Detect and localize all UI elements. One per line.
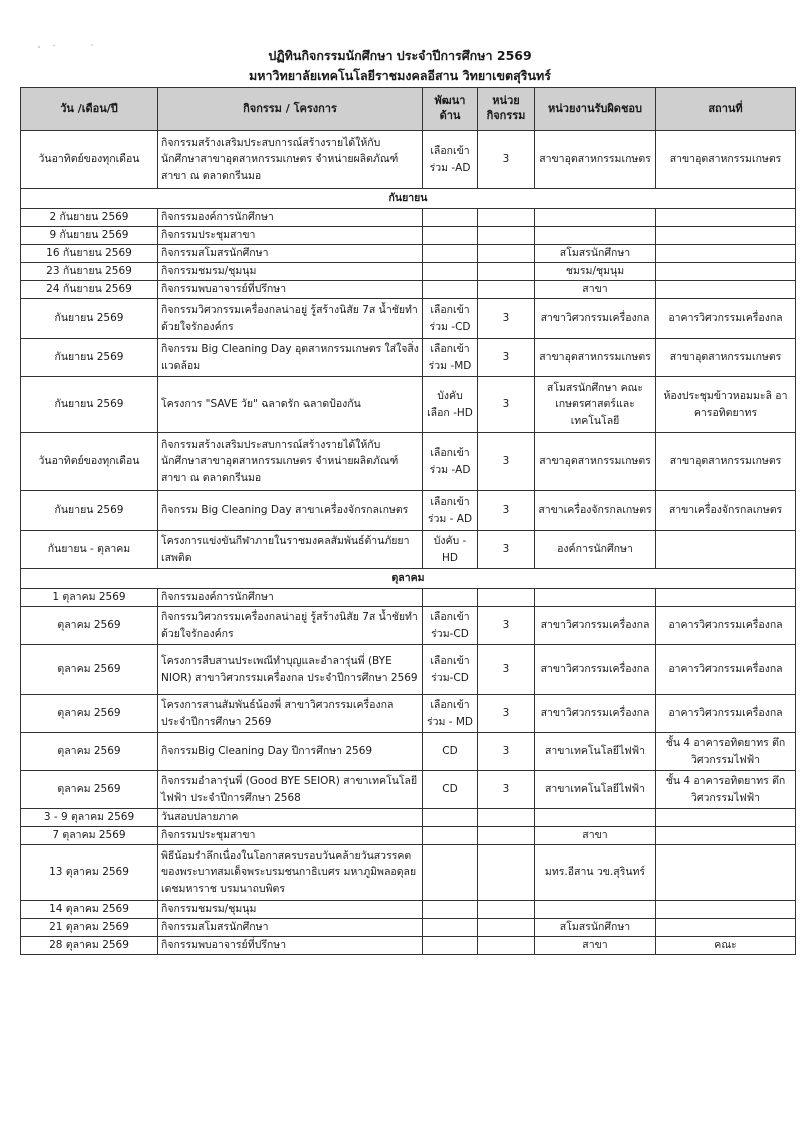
cell-date: กันยายน 2569	[21, 299, 158, 339]
cell-department	[535, 809, 656, 827]
cell-date: ตุลาคม 2569	[21, 733, 158, 771]
page-subtitle: มหาวิทยาลัยเทคโนโลยีราชมงคลอีสาน วิทยาเขตสุรินทร์	[249, 68, 551, 83]
cell-development	[423, 827, 478, 845]
cell-activity: กิจกรรมสร้างเสริมประสบการณ์สร้างรายได้ให้กับนักศึกษาสาขาอุตสาหกรรมเกษตร จำหน่ายผลิตภัณฑ์สาขา ณ ตลาดกรีนมอ	[158, 131, 423, 189]
table-row	[21, 339, 796, 377]
cell-units	[478, 845, 535, 901]
table-row	[21, 531, 796, 569]
cell-development	[423, 245, 478, 263]
cell-units	[478, 919, 535, 937]
cell-activity: กิจกรรมพบอาจารย์ที่ปรึกษา	[158, 281, 423, 299]
cell-department: สาขาวิศวกรรมเครื่องกล	[535, 645, 656, 695]
col-header-development: พัฒนาด้าน	[423, 88, 478, 131]
cell-date: กันยายน 2569	[21, 377, 158, 433]
cell-date: 14 ตุลาคม 2569	[21, 901, 158, 919]
cell-place: อาคารวิศวกรรมเครื่องกล	[656, 607, 796, 645]
cell-units: 3	[478, 377, 535, 433]
col-header-units: หน่วยกิจกรรม	[478, 88, 535, 131]
cell-development: เลือกเข้าร่วม - MD	[423, 695, 478, 733]
cell-place: สาขาเครื่องจักรกลเกษตร	[656, 491, 796, 531]
cell-development: เลือกเข้าร่วม - AD	[423, 491, 478, 531]
table-row	[21, 827, 796, 845]
cell-activity: กิจกรรมวิศวกรรมเครื่องกลน่าอยู่ รู้สร้างนิสัย 7ส น้ำชัยทำด้วยใจรักองค์กร	[158, 607, 423, 645]
cell-department: มทร.อีสาน วข.สุรินทร์	[535, 845, 656, 901]
cell-place	[656, 209, 796, 227]
cell-activity: กิจกรรมสโมสรนักศึกษา	[158, 919, 423, 937]
table-row	[21, 281, 796, 299]
cell-place	[656, 531, 796, 569]
cell-units	[478, 227, 535, 245]
table-row	[21, 299, 796, 339]
table-row	[21, 491, 796, 531]
cell-date: 1 ตุลาคม 2569	[21, 589, 158, 607]
cell-place: สาขาอุตสาหกรรมเกษตร	[656, 131, 796, 189]
cell-activity: กิจกรรมพบอาจารย์ที่ปรึกษา	[158, 937, 423, 955]
cell-department	[535, 209, 656, 227]
table-row	[21, 607, 796, 645]
table-row	[21, 695, 796, 733]
cell-development: เลือกเข้าร่วม -AD	[423, 433, 478, 491]
cell-date: 7 ตุลาคม 2569	[21, 827, 158, 845]
cell-units: 3	[478, 771, 535, 809]
cell-development: เลือกเข้าร่วม -CD	[423, 299, 478, 339]
cell-date: 13 ตุลาคม 2569	[21, 845, 158, 901]
cell-date: 23 กันยายน 2569	[21, 263, 158, 281]
cell-department: สาขาวิศวกรรมเครื่องกล	[535, 299, 656, 339]
cell-place	[656, 589, 796, 607]
cell-activity: กิจกรรมประชุมสาขา	[158, 827, 423, 845]
cell-activity: กิจกรรม Big Cleaning Day อุตสาหกรรมเกษตร ใส่ใจสิ่งแวดล้อม	[158, 339, 423, 377]
cell-activity: โครงการสืบสานประเพณีทำบุญและอำลารุ่นพี่ (BYE NIOR) สาขาวิศวกรรมเครื่องกล ประจำปีการศึกษา 2569	[158, 645, 423, 695]
month-label: กันยายน	[21, 189, 796, 209]
cell-place: คณะ	[656, 937, 796, 955]
table-row	[21, 245, 796, 263]
table-header-row	[21, 88, 796, 131]
table-row	[21, 845, 796, 901]
cell-date: 9 กันยายน 2569	[21, 227, 158, 245]
cell-activity: กิจกรรมองค์การนักศึกษา	[158, 209, 423, 227]
cell-activity: กิจกรรมชมรม/ชุมนุม	[158, 263, 423, 281]
cell-units: 3	[478, 645, 535, 695]
cell-units: 3	[478, 695, 535, 733]
cell-units	[478, 937, 535, 955]
month-divider-row	[21, 189, 796, 209]
cell-department: สาขาวิศวกรรมเครื่องกล	[535, 607, 656, 645]
cell-development: บังคับ - HD	[423, 531, 478, 569]
cell-place: สาขาอุตสาหกรรมเกษตร	[656, 433, 796, 491]
cell-activity: กิจกรรม Big Cleaning Day สาขาเครื่องจักรกลเกษตร	[158, 491, 423, 531]
cell-development: เลือกเข้าร่วม-CD	[423, 645, 478, 695]
cell-place: ห้องประชุมข้าวหอมมะลิ อาคารอทิตยาทร	[656, 377, 796, 433]
cell-place: อาคารวิศวกรรมเครื่องกล	[656, 695, 796, 733]
col-header-place: สถานที่	[656, 88, 796, 131]
cell-units	[478, 263, 535, 281]
table-body	[21, 131, 796, 955]
cell-units	[478, 209, 535, 227]
cell-department: สาขา	[535, 281, 656, 299]
cell-development: CD	[423, 771, 478, 809]
month-divider-row	[21, 569, 796, 589]
cell-place: ชั้น 4 อาคารอทิตยาทร ตึกวิศวกรรมไฟฟ้า	[656, 733, 796, 771]
cell-date: กันยายน 2569	[21, 339, 158, 377]
cell-place	[656, 845, 796, 901]
cell-department: ชมรม/ชุมนุม	[535, 263, 656, 281]
cell-department: สาขาเทคโนโลยีไฟฟ้า	[535, 733, 656, 771]
cell-date: 3 - 9 ตุลาคม 2569	[21, 809, 158, 827]
cell-place	[656, 227, 796, 245]
table-row	[21, 209, 796, 227]
cell-activity: พิธีน้อมรำลึกเนื่องในโอกาสครบรอบวันคล้ายวันสวรรคตของพระบาทสมเด็จพระบรมชนกาธิเบศร มหาภูมิพลอดุลยเดชมหาราช บรมนาถบพิตร	[158, 845, 423, 901]
cell-department: สาขาเทคโนโลยีไฟฟ้า	[535, 771, 656, 809]
cell-department: องค์การนักศึกษา	[535, 531, 656, 569]
cell-development: เลือกเข้าร่วม-CD	[423, 607, 478, 645]
table-row	[21, 263, 796, 281]
cell-units	[478, 589, 535, 607]
cell-units: 3	[478, 733, 535, 771]
cell-department: สโมสรนักศึกษา คณะเกษตรศาสตร์และเทคโนโลยี	[535, 377, 656, 433]
cell-place	[656, 281, 796, 299]
cell-development	[423, 919, 478, 937]
cell-activity: กิจกรรมสโมสรนักศึกษา	[158, 245, 423, 263]
cell-activity: กิจกรรมสร้างเสริมประสบการณ์สร้างรายได้ให้กับนักศึกษาสาขาอุตสาหกรรมเกษตร จำหน่ายผลิตภัณฑ์สาขา ณ ตลาดกรีนมอ	[158, 433, 423, 491]
cell-units: 3	[478, 531, 535, 569]
table-row	[21, 809, 796, 827]
cell-development	[423, 281, 478, 299]
cell-activity: กิจกรรมอำลารุ่นพี่ (Good BYE SEIOR) สาขาเทคโนโลยีไฟฟ้า ประจำปีการศึกษา 2568	[158, 771, 423, 809]
cell-units: 3	[478, 491, 535, 531]
cell-department: สาขา	[535, 827, 656, 845]
cell-date: ตุลาคม 2569	[21, 771, 158, 809]
cell-department: สโมสรนักศึกษา	[535, 245, 656, 263]
cell-date: 2 กันยายน 2569	[21, 209, 158, 227]
activity-calendar-table	[20, 87, 796, 955]
table-row	[21, 589, 796, 607]
cell-department	[535, 901, 656, 919]
col-header-date: วัน /เดือน/ปี	[21, 88, 158, 131]
cell-department: สาขาอุตสาหกรรมเกษตร	[535, 433, 656, 491]
cell-units: 3	[478, 299, 535, 339]
table-row	[21, 733, 796, 771]
table-row	[21, 227, 796, 245]
table-row	[21, 919, 796, 937]
cell-activity: กิจกรรมประชุมสาขา	[158, 227, 423, 245]
cell-development	[423, 937, 478, 955]
table-row	[21, 433, 796, 491]
cell-development	[423, 589, 478, 607]
cell-place: อาคารวิศวกรรมเครื่องกล	[656, 299, 796, 339]
cell-units: 3	[478, 339, 535, 377]
col-header-activity: กิจกรรม / โครงการ	[158, 88, 423, 131]
cell-date: วันอาทิตย์ของทุกเดือน	[21, 433, 158, 491]
cell-date: กันยายน 2569	[21, 491, 158, 531]
cell-place: ชั้น 4 อาคารอทิตยาทร ตึกวิศวกรรมไฟฟ้า	[656, 771, 796, 809]
cell-units: 3	[478, 607, 535, 645]
cell-department: สาขาเครื่องจักรกลเกษตร	[535, 491, 656, 531]
cell-activity: กิจกรรมองค์การนักศึกษา	[158, 589, 423, 607]
cell-date: ตุลาคม 2569	[21, 695, 158, 733]
cell-units	[478, 809, 535, 827]
cell-units: 3	[478, 131, 535, 189]
cell-department	[535, 227, 656, 245]
cell-activity: กิจกรรมวิศวกรรมเครื่องกลน่าอยู่ รู้สร้างนิสัย 7ส น้ำชัยทำด้วยใจรักองค์กร	[158, 299, 423, 339]
cell-place	[656, 263, 796, 281]
col-header-department: หน่วยงานรับผิดชอบ	[535, 88, 656, 131]
table-row	[21, 645, 796, 695]
page-title: ปฏิทินกิจกรรมนักศึกษา ประจำปีการศึกษา 2569	[268, 48, 532, 63]
month-label: ตุลาคม	[21, 569, 796, 589]
cell-development: เลือกเข้าร่วม -MD	[423, 339, 478, 377]
cell-development	[423, 901, 478, 919]
cell-department: สาขา	[535, 937, 656, 955]
cell-date: วันอาทิตย์ของทุกเดือน	[21, 131, 158, 189]
cell-development: CD	[423, 733, 478, 771]
cell-activity: กิจกรรมชมรม/ชุมนุม	[158, 901, 423, 919]
cell-activity: โครงการสานสัมพันธ์น้องพี่ สาขาวิศวกรรมเครื่องกล ประจำปีการศึกษา 2569	[158, 695, 423, 733]
cell-development: บังคับเลือก -HD	[423, 377, 478, 433]
cell-date: กันยายน - ตุลาคม	[21, 531, 158, 569]
table-row	[21, 131, 796, 189]
cell-units	[478, 281, 535, 299]
cell-place	[656, 901, 796, 919]
cell-development	[423, 263, 478, 281]
cell-units	[478, 827, 535, 845]
cell-units	[478, 245, 535, 263]
cell-activity: โครงการ "SAVE วัย" ฉลาดรัก ฉลาดป้องกัน	[158, 377, 423, 433]
table-row	[21, 901, 796, 919]
table-row	[21, 771, 796, 809]
cell-activity: โครงการแข่งขันกีฬาภายในราชมงคลสัมพันธ์ต้านภัยยาเสพติด	[158, 531, 423, 569]
cell-department: สาขาวิศวกรรมเครื่องกล	[535, 695, 656, 733]
cell-date: 28 ตุลาคม 2569	[21, 937, 158, 955]
table-row	[21, 937, 796, 955]
cell-place	[656, 827, 796, 845]
cell-department: สาขาอุตสาหกรรมเกษตร	[535, 131, 656, 189]
cell-date: 24 กันยายน 2569	[21, 281, 158, 299]
cell-place	[656, 809, 796, 827]
cell-development	[423, 809, 478, 827]
cell-date: ตุลาคม 2569	[21, 607, 158, 645]
cell-place: อาคารวิศวกรรมเครื่องกล	[656, 645, 796, 695]
cell-date: ตุลาคม 2569	[21, 645, 158, 695]
cell-development	[423, 209, 478, 227]
cell-date: 21 ตุลาคม 2569	[21, 919, 158, 937]
table-row	[21, 377, 796, 433]
cell-place: สาขาอุตสาหกรรมเกษตร	[656, 339, 796, 377]
cell-units	[478, 901, 535, 919]
cell-development: เลือกเข้าร่วม -AD	[423, 131, 478, 189]
cell-department: สาขาอุตสาหกรรมเกษตร	[535, 339, 656, 377]
cell-place	[656, 919, 796, 937]
cell-units: 3	[478, 433, 535, 491]
cell-place	[656, 245, 796, 263]
cell-development	[423, 845, 478, 901]
cell-department	[535, 589, 656, 607]
cell-department: สโมสรนักศึกษา	[535, 919, 656, 937]
cell-date: 16 กันยายน 2569	[21, 245, 158, 263]
cell-activity: กิจกรรมBig Cleaning Day ปีการศึกษา 2569	[158, 733, 423, 771]
cell-activity: วันสอบปลายภาค	[158, 809, 423, 827]
cell-development	[423, 227, 478, 245]
